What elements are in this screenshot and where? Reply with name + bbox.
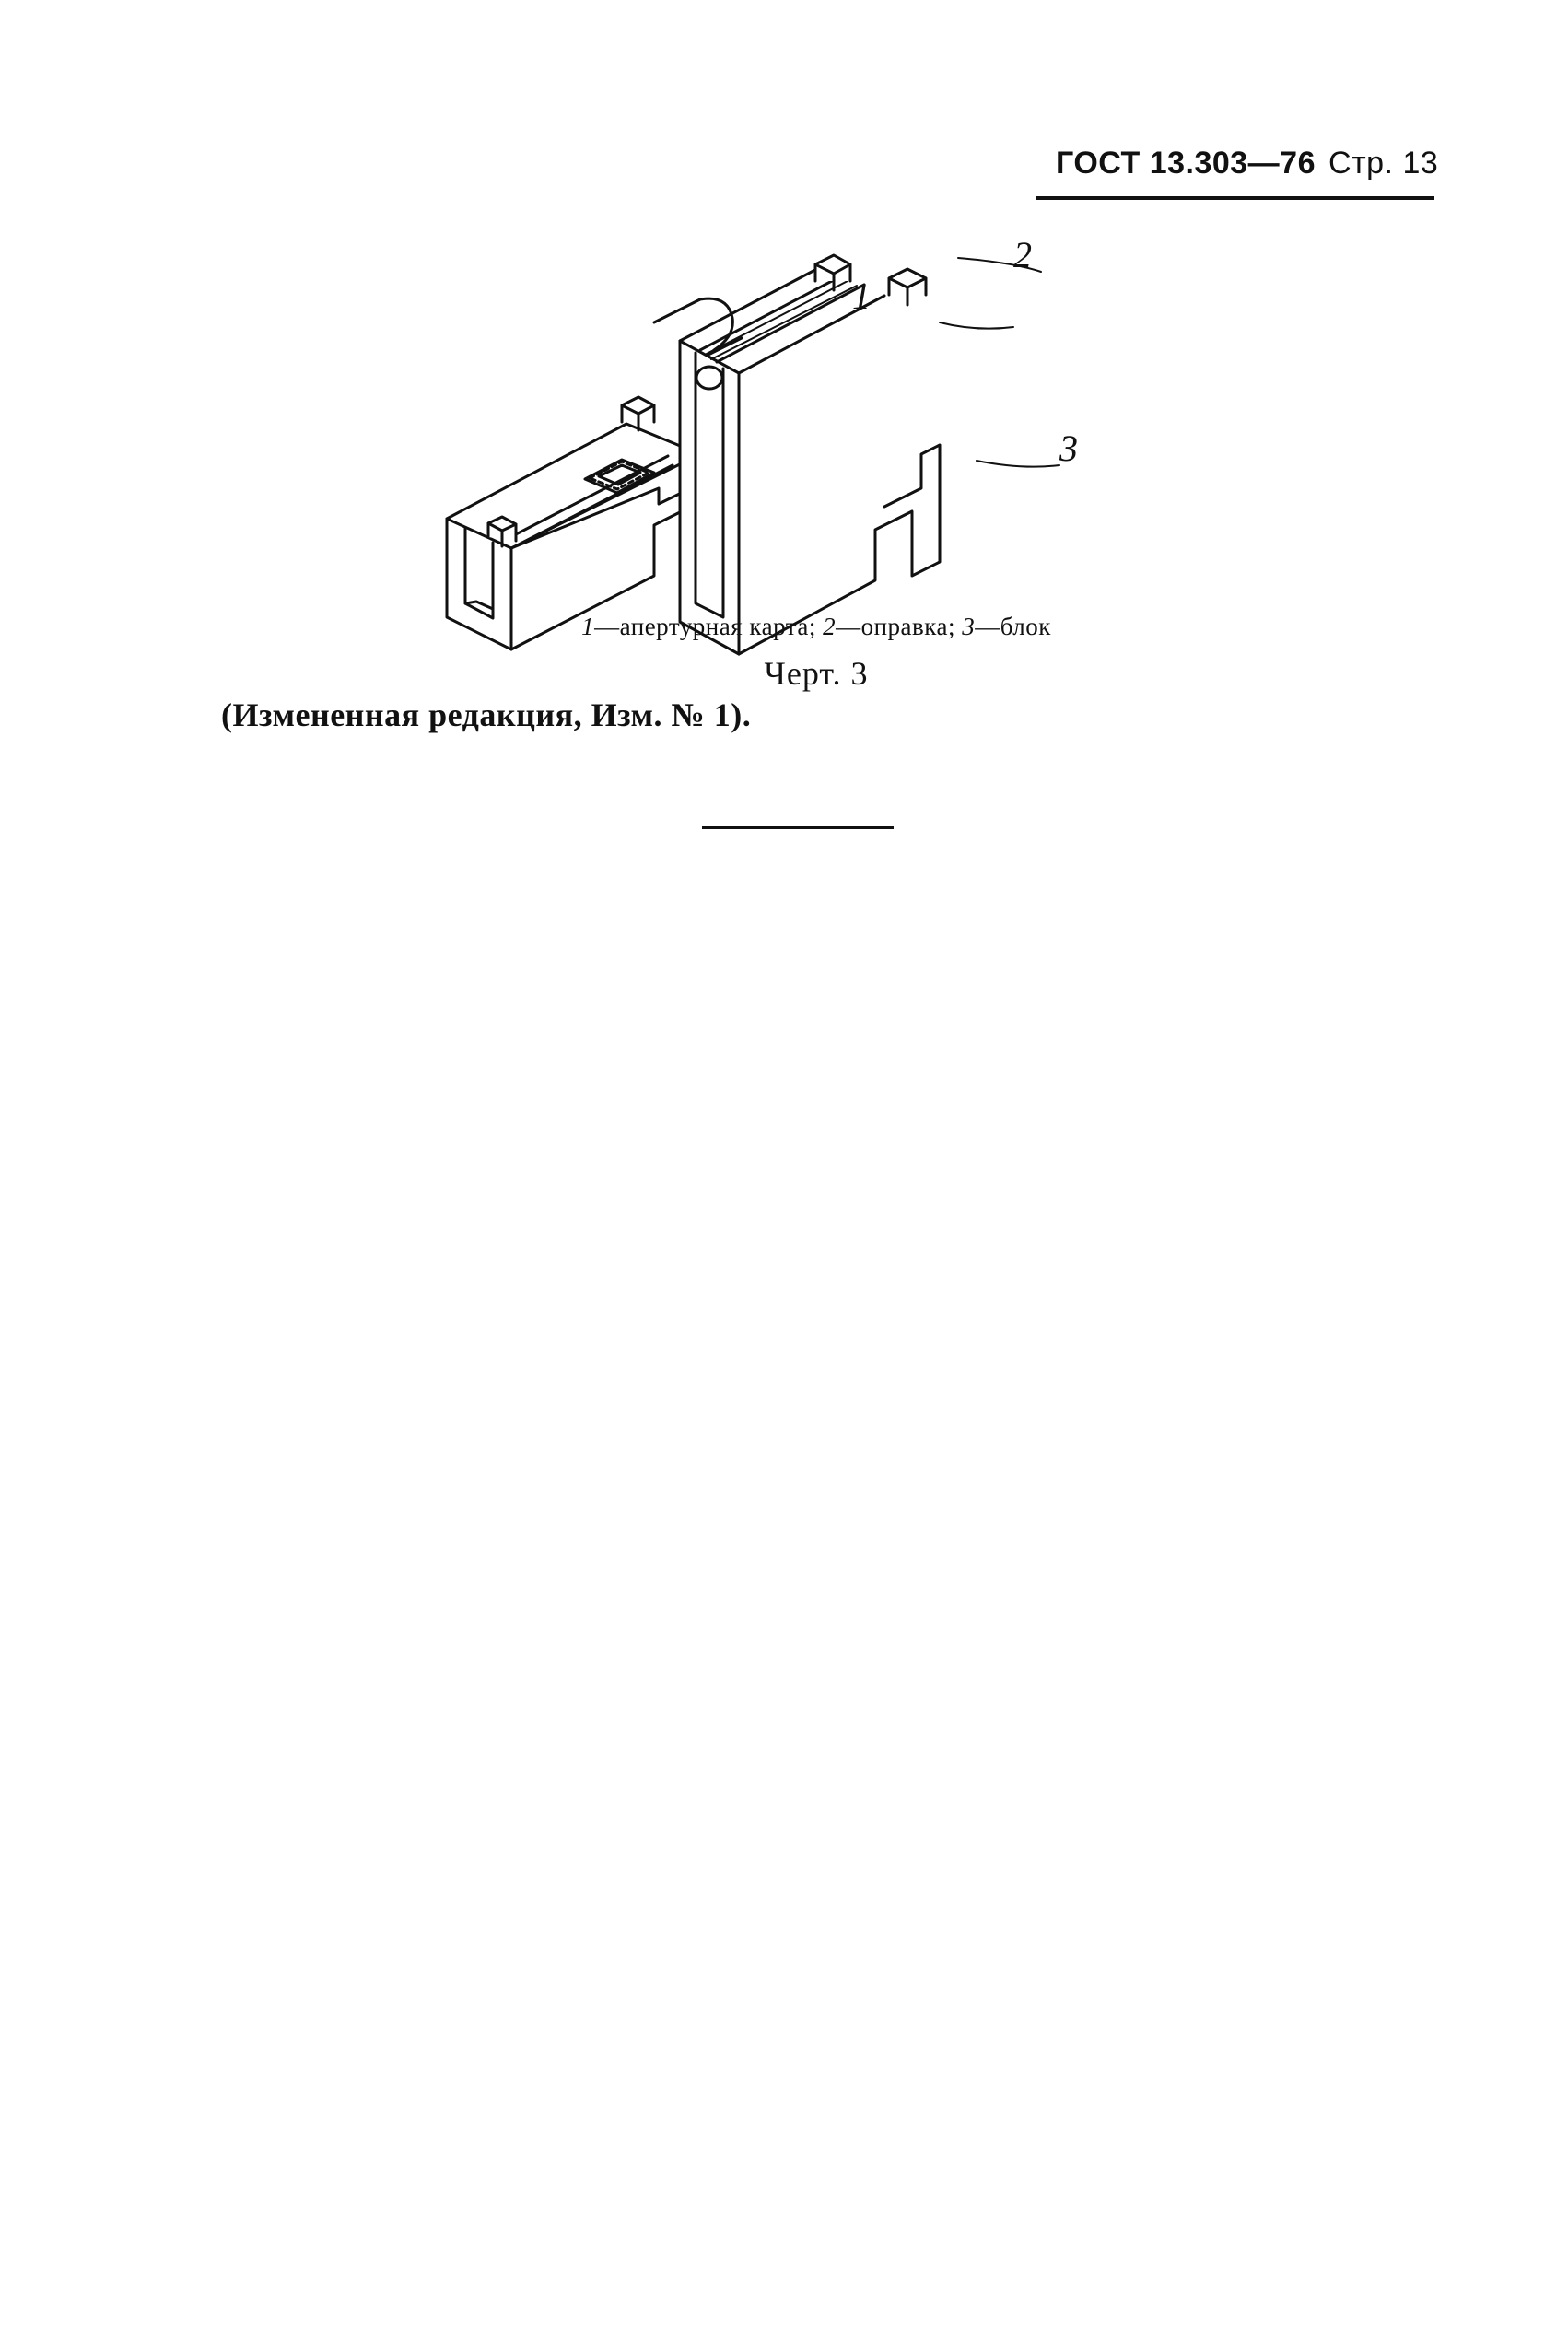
legend-number-1: 1 [581, 613, 595, 640]
figure-label-1: 1 [852, 275, 871, 317]
legend-number-3: 3 [962, 613, 976, 640]
legend-text-3: —блок [975, 613, 1051, 640]
figure-legend [0, 613, 1568, 641]
document-number: ГОСТ 13.303—76 [1056, 146, 1316, 181]
section-separator [702, 826, 894, 829]
figure-title: Черт. 3 [764, 655, 869, 692]
page-number: Стр. 13 [1328, 146, 1439, 181]
figure-label-2: 2 [1013, 235, 1032, 275]
legend-text-1: —апертурная карта; [594, 613, 816, 640]
legend-text-2: —оправка; [836, 613, 955, 640]
header-rule [1036, 196, 1434, 200]
figure-label-3: 3 [1059, 427, 1078, 469]
revision-note: (Измененная редакция, Изм. № 1). [221, 696, 752, 733]
page-header [1056, 146, 1438, 181]
technical-drawing [424, 235, 1216, 603]
legend-number-2: 2 [823, 613, 837, 640]
